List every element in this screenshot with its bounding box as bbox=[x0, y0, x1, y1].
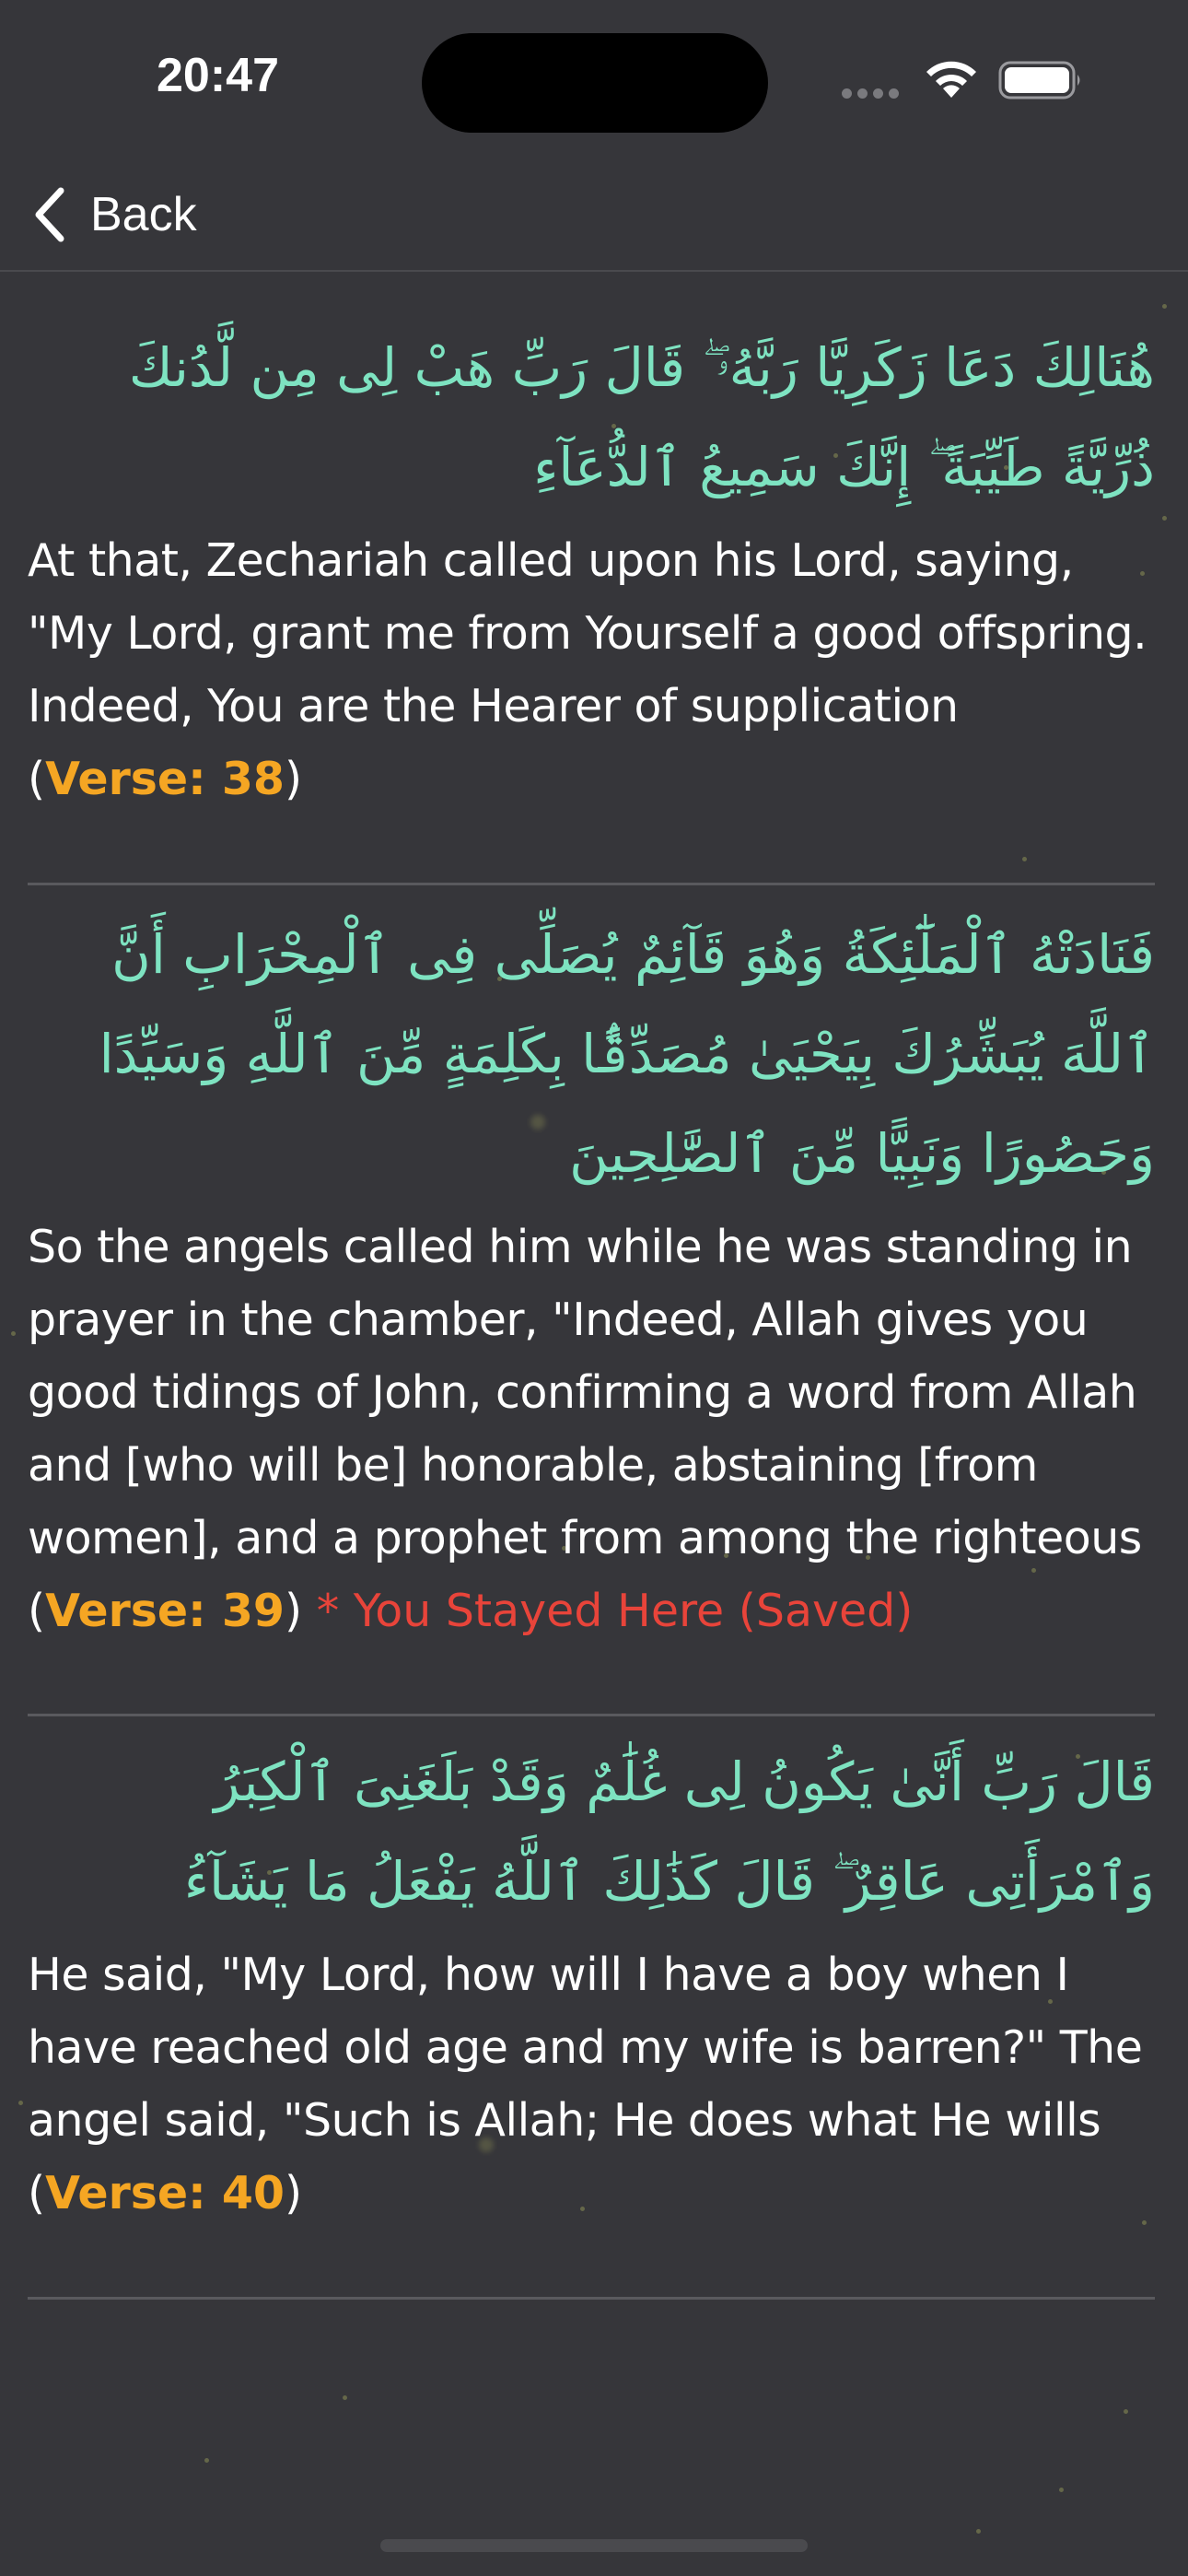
dynamic-island bbox=[422, 33, 768, 133]
translation-text: At that, Zechariah called upon his Lord, saying, "My Lord, grant me from Yourself a good offspring. Indeed, You are the Hearer of supplication bbox=[28, 534, 1147, 732]
paren-close: ) bbox=[285, 1585, 303, 1637]
verse-number: Verse: 40 bbox=[45, 2167, 285, 2219]
divider bbox=[28, 883, 1155, 885]
status-bar bbox=[0, 0, 1188, 157]
verse-reference bbox=[28, 1575, 1155, 1647]
divider bbox=[28, 2297, 1155, 2300]
home-indicator[interactable] bbox=[380, 2539, 808, 2552]
paren-open: ( bbox=[28, 1585, 46, 1637]
verse-item-40[interactable] bbox=[28, 1732, 1155, 2230]
translation-text: So the angels called him while he was standing in prayer in the chamber, "Indeed, Allah gives you good tidings of John, confirming a word from Allah and [who will be] honorable, abstaining [from women], and a prophet from among the righteous bbox=[28, 1221, 1142, 1564]
arabic-text: فَنَادَتْهُ ٱلْمَلَٰٓئِكَةُ وَهُوَ قَآئِمٌ يُصَلِّى فِى ٱلْمِحْرَابِ أَنَّ ٱللَّهَ يُبَشِّرُكَ بِيَحْيَىٰ مُصَدِّقًۢا بِكَلِمَةٍ مِّنَ ٱللَّهِ وَسَيِّدًا وَحَصُورًا وَنَبِيًّا مِّنَ ٱلصَّٰلِحِينَ bbox=[99, 923, 1155, 1185]
verse-item-38[interactable] bbox=[28, 318, 1155, 815]
saved-bookmark-note: * You Stayed Here (Saved) bbox=[302, 1585, 914, 1637]
translation-text: He said, "My Lord, how will I have a boy when I have reached old age and my wife is barren?" The angel said, "Such is Allah; He does what He wills bbox=[28, 1949, 1143, 2147]
signal-icon bbox=[842, 85, 904, 102]
verse-reference bbox=[28, 743, 1155, 815]
wifi-icon bbox=[923, 57, 980, 100]
verse-number: Verse: 38 bbox=[45, 753, 285, 805]
chevron-left-icon bbox=[31, 187, 68, 242]
divider bbox=[28, 1714, 1155, 1716]
battery-icon bbox=[998, 61, 1083, 100]
paren-open: ( bbox=[28, 753, 46, 805]
navigation-bar bbox=[0, 161, 1188, 272]
arabic-text: قَالَ رَبِّ أَنَّىٰ يَكُونُ لِى غُلَٰمٌ وَقَدْ بَلَغَنِىَ ٱلْكِبَرُ وَٱمْرَأَتِى عَاقِرٌ ۖ قَالَ كَذَٰلِكَ ٱللَّهُ يَفْعَلُ مَا يَشَآءُ bbox=[183, 1751, 1155, 1913]
back-label: Back bbox=[90, 188, 197, 241]
status-time: 20:47 bbox=[157, 49, 279, 102]
paren-close: ) bbox=[285, 2167, 303, 2219]
verse-number: Verse: 39 bbox=[45, 1585, 285, 1637]
paren-close: ) bbox=[285, 753, 303, 805]
arabic-text: هُنَالِكَ دَعَا زَكَرِيَّا رَبَّهُۥ ۖ قَالَ رَبِّ هَبْ لِى مِن لَّدُنكَ ذُرِّيَّةً طَيِّبَةً ۖ إِنَّكَ سَمِيعُ ٱلدُّعَآءِ bbox=[128, 336, 1155, 498]
verse-reference bbox=[28, 2157, 1155, 2230]
verse-item-39[interactable] bbox=[28, 905, 1155, 1647]
back-button[interactable] bbox=[31, 181, 197, 248]
paren-open: ( bbox=[28, 2167, 46, 2219]
